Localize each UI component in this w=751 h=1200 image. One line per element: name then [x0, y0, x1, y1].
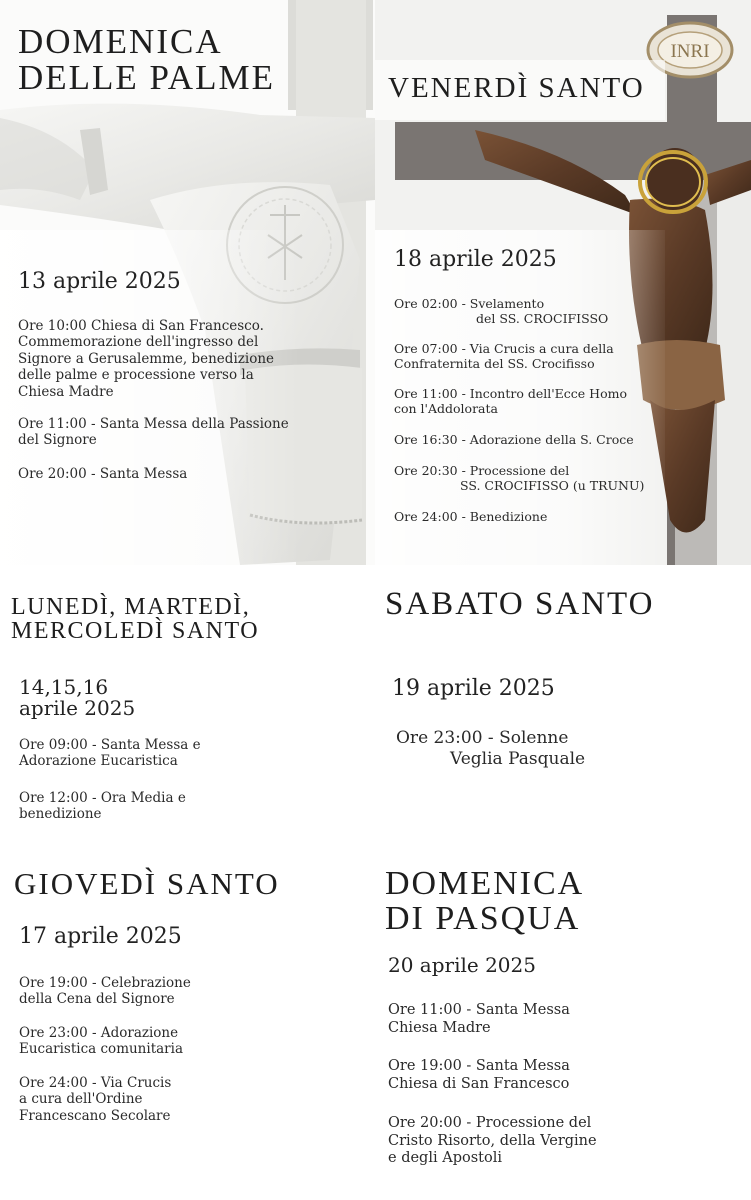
sabato-event-1: Ore 23:00 - Solenne Veglia Pasquale — [396, 728, 586, 769]
pasqua-date: 20 aprile 2025 — [388, 953, 536, 977]
palme-event-3: Ore 20:00 - Santa Messa — [18, 466, 188, 482]
giovedi-title: GIOVEDÌ SANTO — [14, 866, 280, 901]
venerdi-event-6: Ore 24:00 - Benedizione — [394, 509, 548, 524]
venerdi-event-3: Ore 11:00 - Incontro dell'Ecce Homo con l'Addolorata — [394, 386, 627, 417]
lunedi-title — [11, 595, 259, 644]
pasqua-title-line2: DI PASQUA — [385, 899, 581, 937]
giovedi-date: 17 aprile 2025 — [19, 924, 182, 949]
lunedi-title-line1: LUNEDÌ, MARTEDÌ, — [11, 594, 251, 620]
lunedi-event-2: Ore 12:00 - Ora Media e benedizione — [19, 790, 186, 823]
lunedi-date-line1: 14,15,16 — [19, 675, 109, 699]
palme-title-line2: DELLE PALME — [18, 57, 275, 97]
pasqua-event-3: Ore 20:00 - Processione del Cristo Risorto, della Vergine e degli Apostoli — [388, 1115, 597, 1167]
venerdi-event-5: Ore 20:30 - Processione del SS. CROCIFISSO (u TRUNU) — [394, 463, 645, 494]
pasqua-panel — [375, 845, 751, 1200]
sabato-date: 19 aprile 2025 — [392, 676, 555, 701]
venerdi-event-1: Ore 02:00 - Svelamento del SS. CROCIFISSO — [394, 296, 609, 327]
lunedi-title-line2: MERCOLEDÌ SANTO — [11, 618, 260, 645]
lunedi-panel — [0, 565, 375, 845]
giovedi-event-3: Ore 24:00 - Via Crucis a cura dell'Ordine Francescano Secolare — [19, 1075, 172, 1124]
giovedi-event-2: Ore 23:00 - Adorazione Eucaristica comunitaria — [19, 1025, 183, 1058]
venerdi-panel — [375, 0, 751, 565]
palme-date: 13 aprile 2025 — [18, 269, 181, 294]
pasqua-event-1: Ore 11:00 - Santa Messa Chiesa Madre — [388, 1002, 570, 1036]
venerdi-title: VENERDÌ SANTO — [388, 72, 645, 104]
inri-text: INRI — [670, 41, 710, 62]
palme-event-2: Ore 11:00 - Santa Messa della Passione del Signore — [18, 416, 289, 449]
lunedi-date-line2: aprile 2025 — [19, 696, 136, 720]
pasqua-title — [385, 867, 584, 936]
palme-panel — [0, 0, 375, 565]
palme-title — [18, 24, 275, 95]
lunedi-event-1: Ore 09:00 - Santa Messa e Adorazione Eucaristica — [19, 737, 201, 770]
sabato-panel — [375, 565, 751, 845]
palme-title-line1: DOMENICA — [18, 22, 223, 61]
giovedi-panel — [0, 845, 375, 1200]
venerdi-event-2: Ore 07:00 - Via Crucis a cura della Confraternita del SS. Crocifisso — [394, 341, 614, 372]
palme-event-1: Ore 10:00 Chiesa di San Francesco. Commemorazione dell'ingresso del Signore a Gerusalemme, benedizione delle palme e processione verso la Chiesa Madre — [18, 318, 274, 400]
lunedi-date — [19, 677, 135, 719]
pasqua-event-2: Ore 19:00 - Santa Messa Chiesa di San Francesco — [388, 1058, 570, 1092]
giovedi-event-1: Ore 19:00 - Celebrazione della Cena del Signore — [19, 975, 191, 1008]
sabato-title: SABATO SANTO — [385, 586, 655, 622]
venerdi-date: 18 aprile 2025 — [394, 247, 557, 272]
venerdi-event-4: Ore 16:30 - Adorazione della S. Croce — [394, 432, 634, 447]
pasqua-title-line1: DOMENICA — [385, 865, 585, 902]
